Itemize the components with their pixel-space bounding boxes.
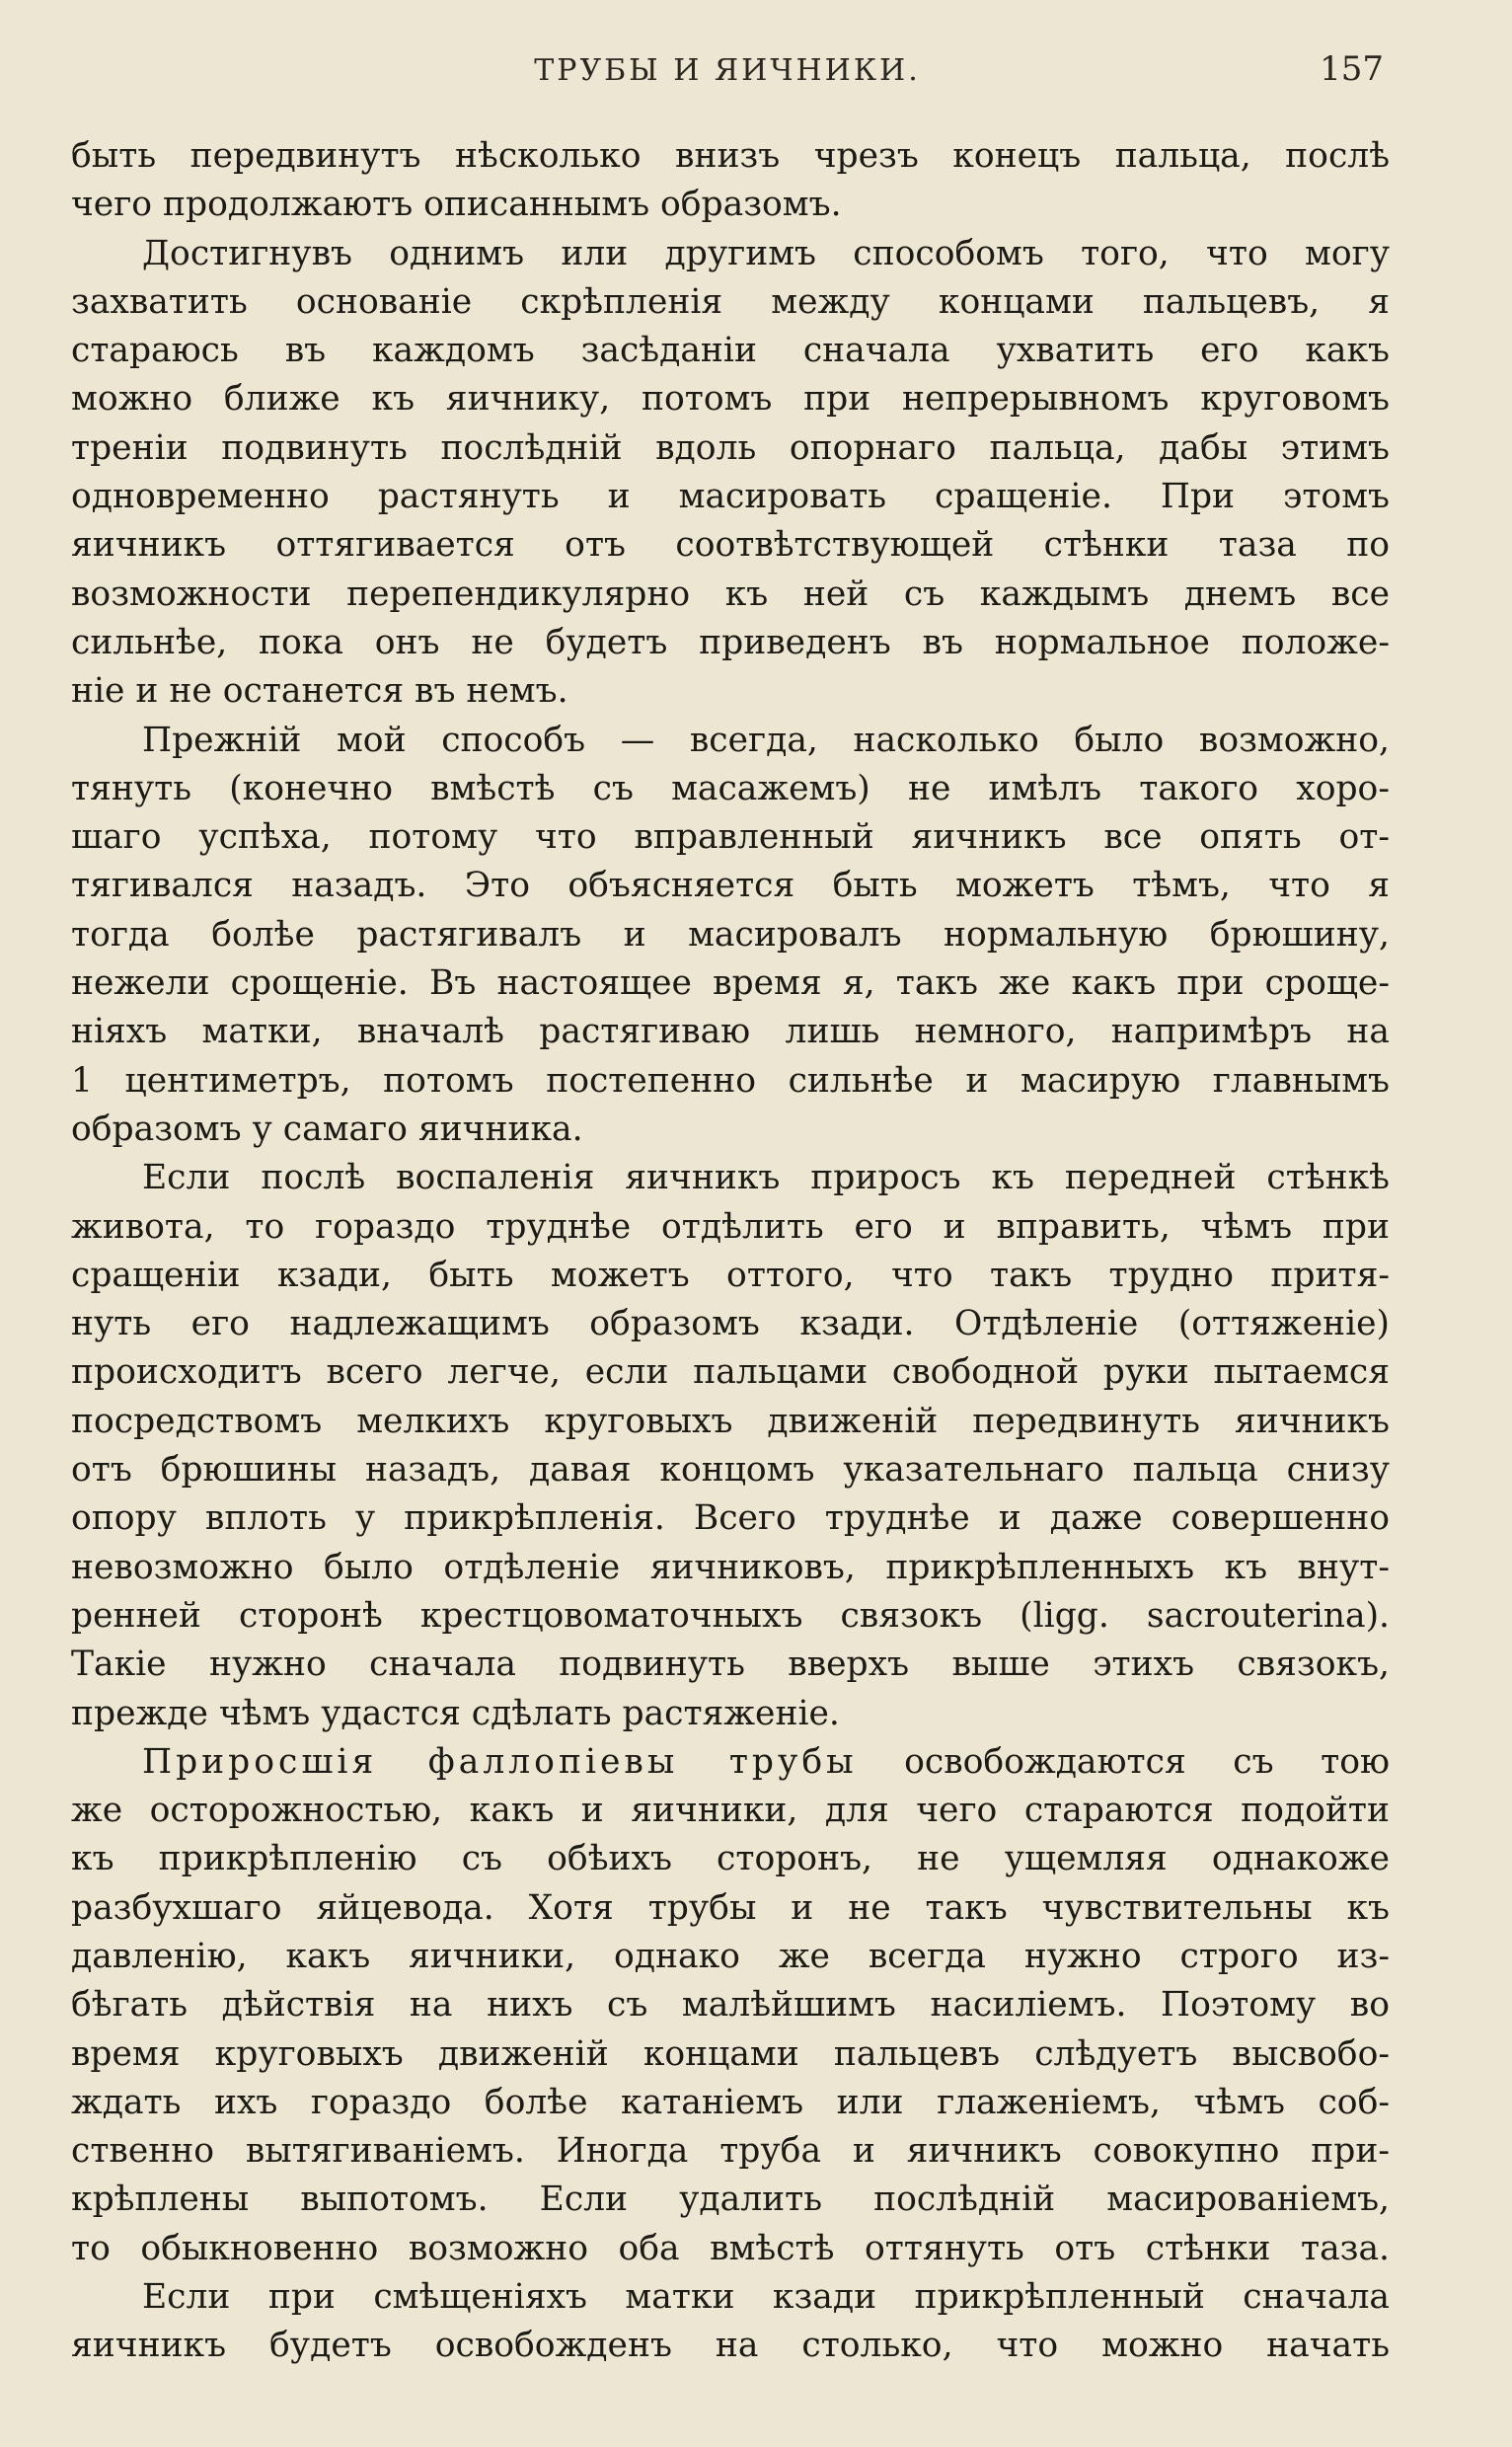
text-line: яичникъ оттягивается отъ соотвѣтствующей стѣнки таза по — [71, 525, 1390, 566]
text-line: давленію, какъ яичники, однако же всегда нужно строго из- — [71, 1936, 1390, 1976]
page-header — [71, 45, 1384, 95]
text-line: же осторожностью, какъ и яичники, для чего стараются подойти — [71, 1791, 1390, 1831]
text-line: треніи подвинуть послѣдній вдоль опорнаго пальца, дабы этимъ — [71, 427, 1390, 468]
text-line: быть передвинутъ нѣсколько внизъ чрезъ конецъ пальца, послѣ — [71, 136, 1390, 176]
text-line: живота, то гораздо труднѣе отдѣлить его и вправить, чѣмъ при — [71, 1206, 1390, 1247]
text-line: прежде чѣмъ удастся сдѣлать растяженіе. — [71, 1693, 840, 1733]
text-line: крѣплены выпотомъ. Если удалить послѣдній масированіемъ, — [71, 2179, 1390, 2220]
text-line: захватить основаніе скрѣпленія между концами пальцевъ, я — [71, 281, 1390, 322]
text-line: ніе и не останется въ немъ. — [71, 671, 568, 712]
text-line: тянуть (конечно вмѣстѣ съ масажемъ) не имѣлъ такого хоро- — [71, 768, 1390, 808]
text-line: Достигнувъ однимъ или другимъ способомъ того, что могу — [142, 233, 1390, 273]
text-line-rest: освобождаются съ тою — [904, 1741, 1390, 1782]
text-line: невозможно было отдѣленіе яичниковъ, прикрѣпленныхъ къ внут- — [71, 1547, 1390, 1587]
text-line: ственно вытягиваніемъ. Иногда труба и яичникъ совокупно при- — [71, 2131, 1390, 2172]
emphasized-text: Приросшія фаллопіевы трубы — [142, 1741, 858, 1782]
text-line — [71, 1738, 1390, 1787]
text-line: яичникъ будетъ освобожденъ на столько, что можно начать — [71, 2326, 1390, 2366]
text-line: разбухшаго яйцевода. Хотя трубы и не такъ чувствительны къ — [71, 1887, 1390, 1928]
text-line: сильнѣе, пока онъ не будетъ приведенъ въ нормальное положе- — [71, 622, 1390, 662]
text-line: нуть его надлежащимъ образомъ кзади. Отдѣленіе (оттяженіе) — [71, 1304, 1390, 1344]
text-line: возможности перепендикулярно къ ней съ каждымъ днемъ все — [71, 574, 1390, 614]
page-number: 157 — [1320, 49, 1384, 89]
text-line: Прежній мой способъ — всегда, насколько было возможно, — [142, 720, 1390, 760]
text-line: одновременно растянуть и масировать сращеніе. При этомъ — [71, 477, 1390, 517]
text-line: ренней сторонѣ крестцовоматочныхъ связокъ (ligg. sacrouterina). — [71, 1595, 1390, 1636]
text-line: нежели срощеніе. Въ настоящее время я, такъ же какъ при сроще- — [71, 963, 1390, 1004]
text-line: Если при смѣщеніяхъ матки кзади прикрѣпленный сначала — [142, 2277, 1390, 2318]
text-line: отъ брюшины назадъ, давая концомъ указательнаго пальца снизу — [71, 1450, 1390, 1491]
body-text — [71, 132, 1390, 2371]
text-line: бѣгать дѣйствія на нихъ съ малѣйшимъ насиліемъ. Поэтому во — [71, 1985, 1390, 2026]
text-line: ждать ихъ гораздо болѣе катаніемъ или глаженіемъ, чѣмъ соб- — [71, 2082, 1390, 2122]
text-line: можно ближе къ яичнику, потомъ при непрерывномъ круговомъ — [71, 379, 1390, 420]
text-line: то обыкновенно возможно оба вмѣстѣ оттянуть отъ стѣнки таза. — [71, 2228, 1390, 2268]
text-line: опору вплоть у прикрѣпленія. Всего труднѣе и даже совершенно — [71, 1498, 1390, 1539]
text-line: Если послѣ воспаленія яичникъ приросъ къ передней стѣнкѣ — [142, 1158, 1390, 1198]
text-line: тягивался назадъ. Это объясняется быть можетъ тѣмъ, что я — [71, 866, 1390, 906]
text-line: чего продолжаютъ описаннымъ образомъ. — [71, 185, 842, 225]
text-line: 1 центиметръ, потомъ постепенно сильнѣе и масирую главнымъ — [71, 1060, 1390, 1101]
text-line: время круговыхъ движеній концами пальцевъ слѣдуетъ высвобо- — [71, 2033, 1390, 2074]
text-line: происходитъ всего легче, если пальцами свободной руки пытаемся — [71, 1352, 1390, 1393]
text-line: сращеніи кзади, быть можетъ оттого, что такъ трудно притя- — [71, 1255, 1390, 1295]
text-line: тогда болѣе растягивалъ и масировалъ нормальную брюшину, — [71, 914, 1390, 955]
text-line: къ прикрѣпленію съ обѣихъ сторонъ, не ущемляя однакоже — [71, 1839, 1390, 1879]
text-line: шаго успѣха, потому что вправленный яичникъ все опять от- — [71, 817, 1390, 858]
text-line: образомъ у самаго яичника. — [71, 1109, 583, 1149]
text-line: ніяхъ матки, вначалѣ растягиваю лишь немного, напримѣръ на — [71, 1012, 1390, 1052]
text-line: посредствомъ мелкихъ круговыхъ движеній передвинуть яичникъ — [71, 1401, 1390, 1441]
running-title: ТРУБЫ И ЯИЧНИКИ. — [534, 53, 921, 88]
text-line: стараюсь въ каждомъ засѣданіи сначала ухватить его какъ — [71, 331, 1390, 371]
text-line: Такіе нужно сначала подвинуть вверхъ выше этихъ связокъ, — [71, 1644, 1390, 1685]
